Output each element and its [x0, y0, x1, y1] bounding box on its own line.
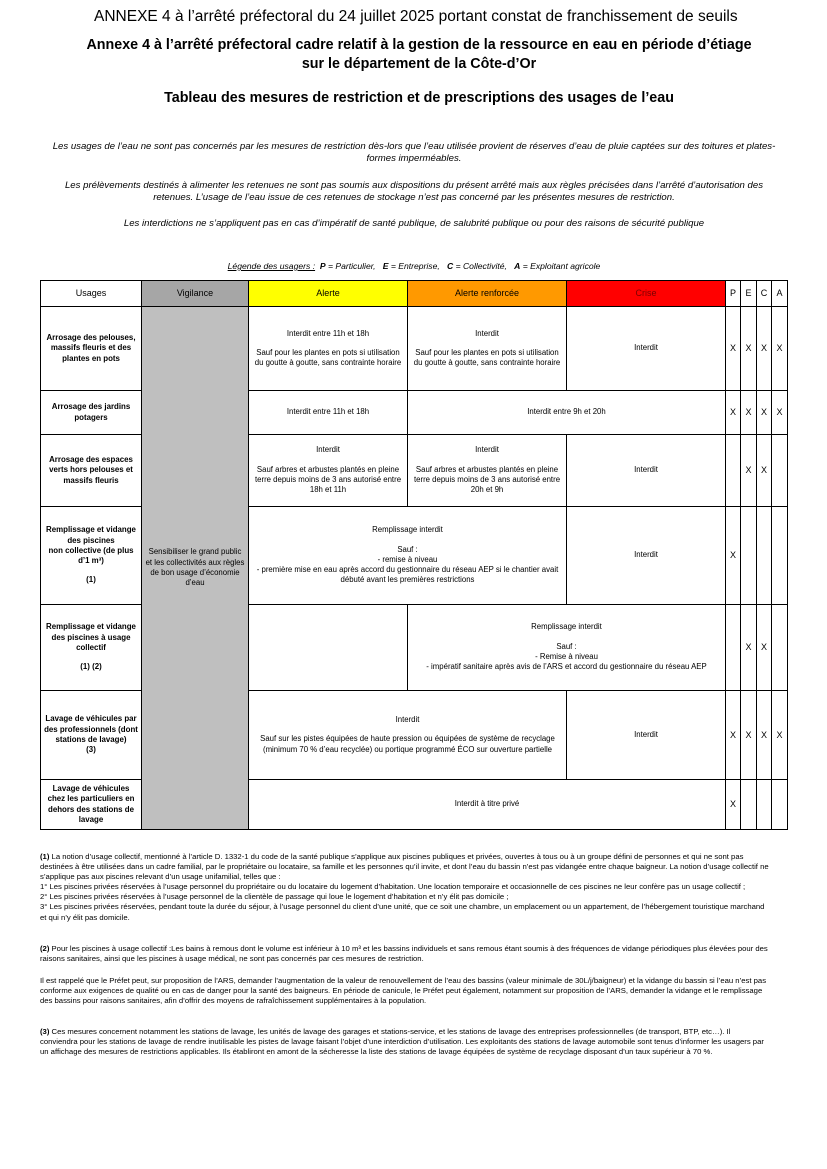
cell-line: Interdit: [475, 328, 499, 338]
intro-paragraph-3: Les interdictions ne s’appliquent pas en cas d’impératif de santé publique, de salubrité publique ou pour des raisons de sécurité publique: [123, 218, 705, 229]
cell-line: Remplissage interdit: [531, 622, 602, 632]
legend-e-value: = Entreprise,: [390, 261, 440, 271]
cell-line: Sauf pour les plantes en pots si utilisation du goutte à goutte, sans contrainte horaire: [254, 347, 402, 368]
mark-e: X: [741, 307, 757, 391]
usage-cell: Arrosage des espaces verts hors pelouses et massifs fleuris: [41, 435, 142, 507]
all-levels-cell: Interdit à titre privé: [249, 780, 726, 830]
cell-line: Sauf pour les plantes en pots si utilisation du goutte à goutte, sans contrainte horaire: [413, 347, 561, 368]
mark-p: [726, 435, 741, 507]
mark-c: X: [757, 391, 772, 435]
mark-c: X: [757, 435, 772, 507]
mark-c: X: [757, 605, 772, 691]
alerte-cell: [249, 605, 408, 691]
usage-cell: Arrosage des pelouses, massifs fleuris et des plantes en pots: [41, 307, 142, 391]
vigilance-cell: Sensibiliser le grand public et les collectivités aux règles de bon usage d’économie d’eau: [142, 307, 249, 830]
mark-a: [772, 605, 788, 691]
title-line-1: Annexe 4 à l’arrêté préfectoral cadre relatif à la gestion de la ressource en eau en période d’étiage: [86, 37, 752, 53]
crise-cell: Interdit: [567, 691, 726, 780]
renforcee-cell: [408, 435, 567, 507]
mark-e: [741, 780, 757, 830]
legend-c-key: C: [446, 261, 454, 271]
alerte-renforcee-cell: [249, 507, 567, 605]
cell-line: non collective (de plus d’1 m³): [48, 545, 134, 566]
alerte-renforcee-cell: [249, 691, 567, 780]
mark-c: [757, 780, 772, 830]
cell-line: Interdit entre 11h et 18h: [286, 328, 370, 338]
crise-cell: Interdit: [567, 435, 726, 507]
col-alerte: Alerte: [249, 281, 408, 307]
cell-line: Interdit: [395, 715, 420, 725]
mark-p: [726, 605, 741, 691]
intro-paragraph-1: Les usages de l’eau ne sont pas concernés par les mesures de restriction dès-lors que l’eau utilisée provient de réserves d’eau de pluie captées sur des toitures et plates-formes imperméables.: [52, 141, 776, 164]
col-a: A: [772, 281, 788, 307]
mark-a: [772, 507, 788, 605]
legend-title: Légende des usagers :: [227, 261, 316, 271]
cell-line: (1): [86, 575, 96, 585]
renforcee-crise-cell: Interdit entre 9h et 20h: [408, 391, 726, 435]
footnote-text: La notion d’usage collectif, mentionné à l’article D. 1332-1 du code de la santé publique s’applique aux piscines publiques et privées, ouvertes à tous ou à un groupe défini de personnes et qui ne sont pas destinées à être utilisées dans un cadre familial, par le propriétaire ou locataire, sa famille et les personnes qu’il invite, et dont l’eau du bassin n’est pas vidangée entre chaque baigneur. La notion d’usage collectif ne s’applique pas aux piscines relevant d’un usage unifamilial, telles que :: [40, 852, 769, 882]
page-title: [24, 36, 814, 74]
annexe-header: ANNEXE 4 à l’arrêté préfectoral du 24 juillet 2025 portant constat de franchissement de seuils: [94, 8, 738, 25]
footnote-text: Pour les piscines à usage collectif :Les bains à remous dont le volume est inférieur à 10 m³ et les bassins individuels et sans remous étant soumis à des fréquences de vidange périodiques plus élevées pour des raisons sanitaires, ainsi que les piscines à usage médical, ne sont pas concernés par ces mesures de restriction.: [40, 944, 768, 964]
legend-a-key: A: [514, 261, 521, 271]
col-p: P: [726, 281, 741, 307]
mark-p: X: [726, 780, 741, 830]
usage-cell: [41, 507, 142, 605]
cell-line: - remise à niveau: [377, 554, 438, 564]
cell-line: Sauf arbres et arbustes plantés en pleine terre depuis moins de 3 ans autorisé entre 20h et 9h: [413, 464, 561, 495]
mark-p: X: [726, 691, 741, 780]
footnote-2-continued: Il est rappelé que le Préfet peut, sur proposition de l’ARS, demander l’augmentation de la valeur de renouvellement de l’eau des bassins (valeur minimale de 30L/j/baigneur) et la vidange du bassin si l’eau n’est pas conforme aux exigences de qualité ou en cas de danger pour la santé des baigneurs. En période de canicule, le Préfet peut également, notamment sur proposition de l’ARS, demander la vidange et le remplissage des bassins pour raisons sanitaires, afin d’offrir des moyens de rafraîchissement supplémentaires à la population.: [40, 976, 767, 1006]
table-row: [41, 307, 788, 391]
col-vigilance: Vigilance: [142, 281, 249, 307]
mark-p: X: [726, 507, 741, 605]
legend-p-key: P: [319, 261, 326, 271]
mark-a: [772, 780, 788, 830]
usage-cell: Arrosage des jardins potagers: [41, 391, 142, 435]
cell-line: - première mise en eau après accord du gestionnaire du réseau AEP si le chantier avait débuté avant les premières restrictions: [256, 565, 559, 585]
usage-cell: [41, 605, 142, 691]
mark-a: X: [772, 691, 788, 780]
cell-line: Interdit: [316, 445, 340, 455]
footnote-list-item: 1° Les piscines privées réservées à l’usage personnel du propriétaire ou du locataire du logement d’habitation. Une location temporaire et occasionnelle de ces piscines ne leur confère pas un usage collectif ;: [40, 882, 746, 892]
mark-c: [757, 507, 772, 605]
cell-line: - Remise à niveau: [535, 652, 598, 661]
cell-line: Sauf :: [397, 544, 418, 554]
table-title: Tableau des mesures de restriction et de prescriptions des usages de l’eau: [164, 90, 674, 106]
legend-a-value: = Exploitant agricole: [522, 261, 601, 271]
renforcee-cell: [408, 307, 567, 391]
cell-line: Sauf :: [556, 641, 577, 651]
usage-cell: [41, 691, 142, 780]
cell-line: Lavage de véhicules par des professionnels (dont stations de lavage): [44, 714, 138, 744]
mark-e: X: [741, 691, 757, 780]
footnote-text: Ces mesures concernent notamment les stations de lavage, les unités de lavage des garages et stations-service, et les stations de lavage des entreprises professionnelles (de transport, BTP, etc…). Il conviendra pour les stations de lavage de rendre inutilisable les pistes de lavage faisant l’objet d’une interdiction d’utilisation. Les exploitants des stations de lavage automobile sont tenus d’informer les usagers par un affichage des mesures de restrictions applicables. Ils établiront en amont de la sécheresse la liste des stations de lavage équipées de système de recyclage disposant d’un taux supérieur à 70 %.: [40, 1027, 764, 1057]
crise-cell: Interdit: [567, 507, 726, 605]
mark-a: X: [772, 391, 788, 435]
legend-p-value: = Particulier,: [327, 261, 376, 271]
alerte-cell: [249, 435, 408, 507]
mark-e: X: [741, 391, 757, 435]
col-crise: Crise: [567, 281, 726, 307]
cell-line: Sauf arbres et arbustes plantés en pleine terre depuis moins de 3 ans autorisé entre 18h et 11h: [254, 464, 402, 495]
cell-line: Remplissage interdit: [372, 525, 443, 535]
users-legend: [44, 261, 784, 271]
mark-c: X: [757, 307, 772, 391]
footnote-3: [40, 1027, 770, 1057]
footnote-ref: (1): [40, 852, 50, 861]
mark-p: X: [726, 307, 741, 391]
renforcee-crise-cell: [408, 605, 726, 691]
table-header-row: [41, 281, 788, 307]
cell-line: Sauf sur les pistes équipées de haute pression ou équipées de système de recyclage (minimum 70 % d’eau recyclée) ou portique programmé ÉCO sur ouverture partielle: [260, 734, 555, 754]
cell-line: Interdit: [475, 445, 499, 455]
cell-line: (1) (2): [80, 662, 102, 672]
mark-p: X: [726, 391, 741, 435]
cell-line: Remplissage et vidange des piscines à usage collectif: [46, 622, 136, 652]
footnote-list-item: 2° Les piscines privées réservées à l’usage personnel de la clientèle de passage qui loue le logement d’habitation et n’y élit pas domicile ;: [40, 892, 509, 902]
cell-line: Remplissage et vidange des piscines: [46, 525, 136, 545]
col-alerte-renforcee: Alerte renforcée: [408, 281, 567, 307]
footnote-1: [40, 852, 770, 923]
title-line-2: sur le département de la Côte-d’Or: [301, 56, 537, 72]
col-c: C: [757, 281, 772, 307]
cell-line: - impératif sanitaire après avis de l’ARS et accord du gestionnaire du réseau AEP: [426, 662, 707, 672]
alerte-cell: [249, 307, 408, 391]
footnote-list-item: 3° Les piscines privées réservées, pendant toute la durée du séjour, à l’usage personnel du client d’une unité, que ce soit une chambre, un emplacement ou un appartement, de l’hébergement touristique marchand et qui n’y élit pas domicile.: [40, 902, 765, 922]
mark-e: [741, 507, 757, 605]
footnote-ref: (2): [40, 944, 50, 953]
footnote-ref: (3): [40, 1027, 50, 1036]
restriction-table: [40, 280, 788, 830]
mark-a: X: [772, 307, 788, 391]
legend-c-value: = Collectivité,: [455, 261, 507, 271]
mark-c: X: [757, 691, 772, 780]
alerte-cell: Interdit entre 11h et 18h: [249, 391, 408, 435]
mark-e: X: [741, 605, 757, 691]
legend-e-key: E: [382, 261, 389, 271]
col-usages: Usages: [41, 281, 142, 307]
usage-cell: Lavage de véhicules chez les particuliers en dehors des stations de lavage: [41, 780, 142, 830]
mark-a: [772, 435, 788, 507]
col-e: E: [741, 281, 757, 307]
crise-cell: Interdit: [567, 307, 726, 391]
cell-line: (3): [86, 745, 96, 755]
intro-paragraph-2: Les prélèvements destinés à alimenter les retenues ne sont pas soumis aux dispositions du présent arrêté mais aux règles précisées dans l’arrêté d’autorisation des retenues. L’usage de l’eau issue de ces retenues de stockage n’est pas concerné par les présentes mesures de restriction.: [64, 180, 764, 203]
footnote-2: [40, 944, 770, 964]
mark-e: X: [741, 435, 757, 507]
